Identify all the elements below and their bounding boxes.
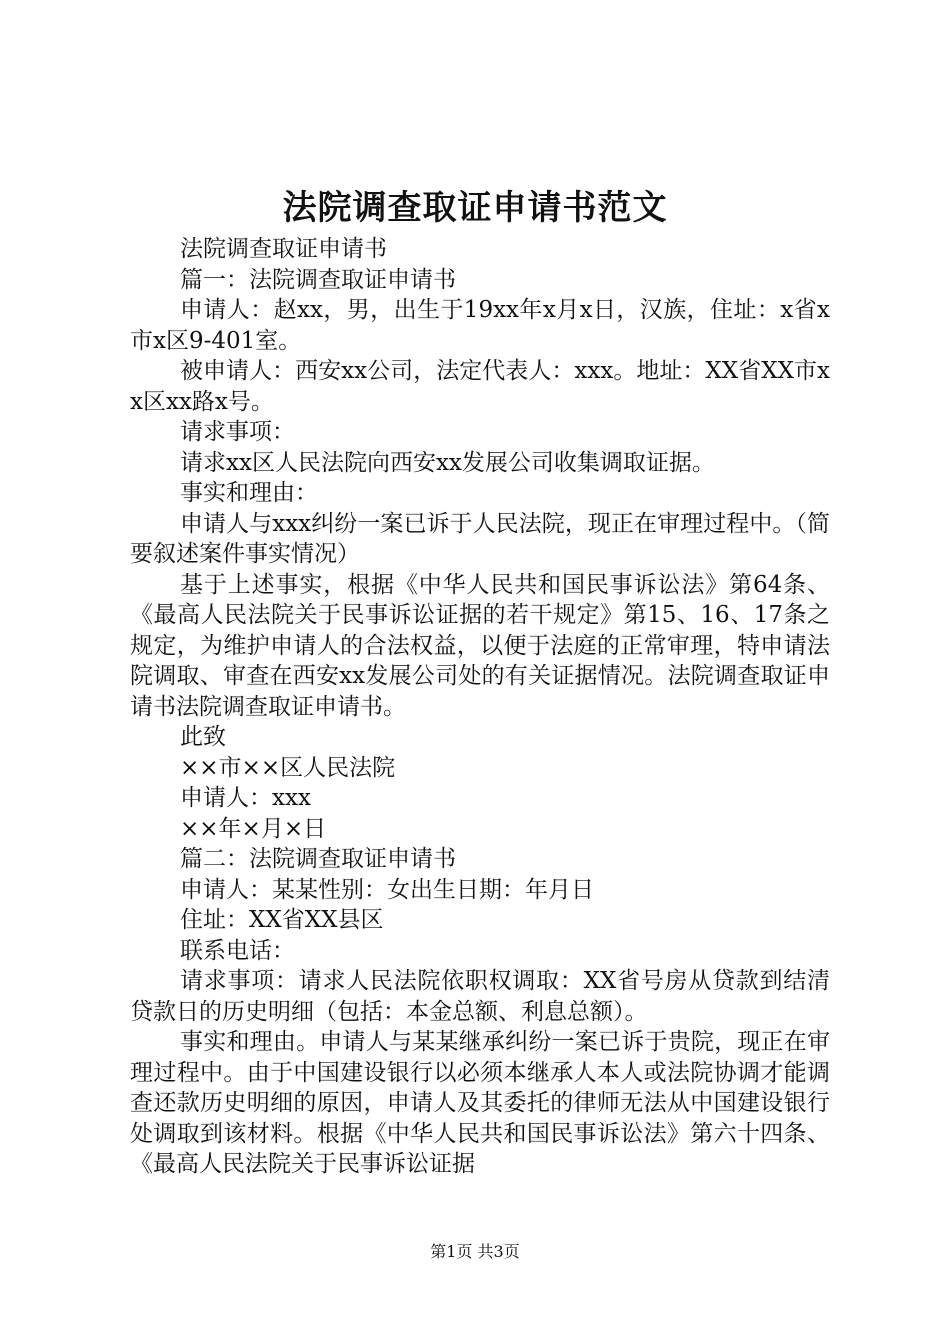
paragraph: 基于上述事实，根据《中华人民共和国民事诉讼法》第64条、《最高人民法院关于民事诉讼证据的若干规定》第15、16、17条之规定，为维护申请人的合法权益，以便于法庭的正常审理，特申请法院调取、审查在西安xx发展公司处的有关证据情况。法院调查取证申请书法院调查取证申请书。 <box>130 571 830 720</box>
paragraph: 申请人：赵xx，男，出生于19xx年x月x日，汉族，住址：x省x市x区9-401室。 <box>130 297 830 354</box>
paragraph: 事实和理由： <box>180 480 318 506</box>
paragraph: 法院调查取证申请书 <box>180 236 387 262</box>
paragraph: 请求事项：请求人民法院依职权调取：XX省号房从贷款到结清贷款日的历史明细（包括：本金总额、利息总额）。 <box>130 968 830 1025</box>
document-body <box>130 234 830 1180</box>
paragraph: 申请人：某某性别：女出生日期：年月日 <box>180 876 594 903</box>
paragraph: 被申请人：西安xx公司，法定代表人：xxx。地址：XX省XX市xx区xx路x号。 <box>130 358 830 415</box>
paragraph: 住址：XX省XX县区 <box>180 907 384 933</box>
document-title: 法院调查取证申请书范文 <box>282 188 668 228</box>
paragraph: 请求事项： <box>180 419 295 445</box>
paragraph: 事实和理由。申请人与某某继承纠纷一案已诉于贵院，现正在审理过程中。由于中国建设银行以必须本继承人本人或法院协调才能调查还款历史明细的原因，申请人及其委托的律师无法从中国建设银行处调取到该材料。根据《中华人民共和国民事诉讼法》第六十四条、《最高人民法院关于民事诉讼证据 <box>130 1029 830 1177</box>
section-heading: 篇二：法院调查取证申请书 <box>180 846 456 872</box>
signature-date: ××年×月×日 <box>180 815 327 842</box>
signature-applicant: 申请人：xxx <box>180 785 311 811</box>
page-footer: 第1页 共3页 <box>430 1242 520 1261</box>
section-heading: 篇一：法院调查取证申请书 <box>180 266 456 293</box>
closing-salutation: 此致 <box>180 724 226 750</box>
paragraph: 请求xx区人民法院向西安xx发展公司收集调取证据。 <box>180 449 715 476</box>
paragraph: 联系电话： <box>180 937 295 964</box>
recipient-court: ××市××区人民法院 <box>180 754 396 781</box>
paragraph: 申请人与xxx纠纷一案已诉于人民法院，现正在审理过程中。（简要叙述案件事实情况） <box>130 510 830 567</box>
